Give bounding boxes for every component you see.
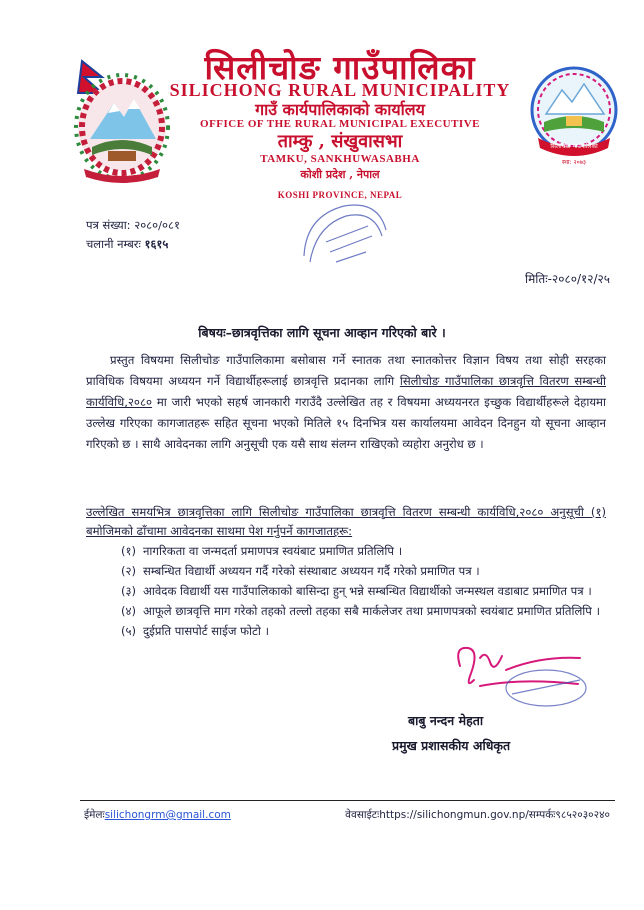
required-documents-list	[121, 541, 607, 641]
location-english: TAMKU, SANKHUWASABHA	[260, 153, 420, 165]
list-item	[121, 581, 607, 601]
municipality-name-nepali: सिलीचोङ गाउँपालिका	[204, 48, 476, 87]
footer-divider	[80, 800, 615, 801]
email-label: ईमेलः	[84, 809, 105, 821]
list-item	[121, 601, 607, 621]
signatory-name: बाबु नन्दन मेहता	[408, 713, 484, 728]
list-item-number: (१)	[121, 544, 137, 558]
list-item-number: (५)	[121, 624, 137, 638]
municipality-name-english: SILICHONG RURAL MUNICIPALITY	[169, 80, 511, 100]
dispatch-number-row	[86, 237, 168, 252]
dispatch-number-value: १६१५	[144, 237, 169, 251]
list-item-text: नागरिकता वा जन्मदर्ता प्रमाणपत्र स्वयंबाट प्रमाणित प्रतिलिपि ।	[143, 544, 403, 558]
list-item-text: दुईप्रति पासपोर्ट साईज फोटो ।	[143, 624, 269, 638]
province-english: KOSHI PROVINCE, NEPAL	[277, 190, 403, 200]
intro-text-1: प्रस्तुत विषयमा सिलीचोङ गाउँपालिकामा बसोबास गर्ने स्नातक तथा स्नातकोत्तर विज्ञान विषय तथा सोही सरहका प्राविधिक विषयमा अध्ययन गर्ने विद्यार्थीहरूलाई छात्रवृत्ति प्रदानका लागि	[86, 353, 606, 388]
handwritten-signature-icon	[450, 636, 590, 712]
footer-email	[84, 808, 231, 822]
list-item	[121, 561, 607, 581]
letter-number-label: पत्र संख्या:	[86, 218, 131, 232]
footer-contact	[345, 808, 610, 822]
province-nepali: कोशी प्रदेश , नेपाल	[300, 168, 380, 181]
list-item-number: (२)	[121, 564, 137, 578]
list-item-number: (४)	[121, 604, 137, 618]
intro-text-2: मा जारी भएको सहर्ष जानकारी गराउँदै उल्लेखित तह र विषयमा अध्ययनरत इच्छुक विद्यार्थीहरूले देहायमा उल्लेख गरिएका कागजातहरू सहित सूचना भएको मितिले १५ दिनभित्र यस कार्यालयमा आवेदन दिनहुन यो सूचना आव्हान गरिएको छ । साथै आवेदनका लागि अनुसूची एक यसै साथ संलग्न राखिएको व्यहोरा अनुरोध छ ।	[86, 395, 606, 451]
list-item	[121, 541, 607, 561]
list-item-text: सम्बन्धित विद्यार्थी अध्ययन गर्दै गरेको संस्थाबाट अध्ययन गर्दै गरेको प्रमाणित पत्र ।	[143, 564, 480, 578]
email-link[interactable]: silichongrm@gmail.com	[104, 809, 231, 821]
letter-number-row	[86, 218, 180, 233]
municipality-emblem-icon	[528, 64, 620, 168]
dispatch-number-label: चलानी नम्बरः	[86, 237, 141, 251]
website-text[interactable]: वेवसाईटःhttps://silichongmun.gov.np/	[345, 809, 529, 821]
documents-lead-text: उल्लेखित समयभित्र छात्रवृत्तिका लागि सिलीचोङ गाउँपालिका छात्रवृत्ति वितरण सम्बन्धी कार्यविधि,२०८० अनुसूची (१) बमोजिमको ढाँचामा आवेदनका साथमा पेश गर्नुपर्ने कागजातहरू:	[86, 505, 606, 538]
svg-text:सिलीचोङ गाउँपालिका: सिलीचोङ गाउँपालिका	[550, 143, 598, 150]
list-item-text: आवेदक विद्यार्थी यस गाउँपालिकाको बासिन्दा हुन् भन्ने सम्बन्धित विद्यार्थीको जन्मस्थल वडाबाट प्रमाणित पत्र ।	[143, 584, 592, 598]
list-item-text: आफूले छात्रवृत्ति माग गरेको तहको तल्लो तहका सबै मार्कलेजर तथा प्रमाणपत्रको स्वयंबाट प्रमाणित प्रतिलिपि ।	[143, 604, 600, 618]
office-name-english: OFFICE OF THE RURAL MUNICIPAL EXECUTIVE	[200, 118, 480, 130]
letter-date: मितिः-२०८०/१२/२५	[525, 272, 610, 286]
signatory-title: प्रमुख प्रशासकीय अधिकृत	[392, 738, 511, 753]
letter-number-value: २०८०/०८१	[134, 218, 180, 232]
notice-body-paragraph	[86, 350, 606, 455]
phone-text: सम्पर्कः९८५२०३०२४०	[528, 809, 610, 821]
list-item-number: (३)	[121, 584, 137, 598]
svg-text:स्था: २०७३: स्था: २०७३	[561, 159, 587, 166]
subject-line: बिषयः–छात्रवृत्तिका लागि सूचना आव्हान गरिएको बारे ।	[198, 325, 446, 340]
office-name-nepali: गाउँ कार्यपालिकाको कार्यालय	[255, 100, 425, 119]
location-nepali: ताम्कु , संखुवासभा	[277, 131, 403, 152]
intro-underlined-procedure: सिलीचोङ गाउँपालिका छात्रवृत्ति वितरण सम्बन्धी कार्यविधि,२०८०	[86, 374, 606, 409]
office-stamp-icon	[296, 196, 390, 274]
